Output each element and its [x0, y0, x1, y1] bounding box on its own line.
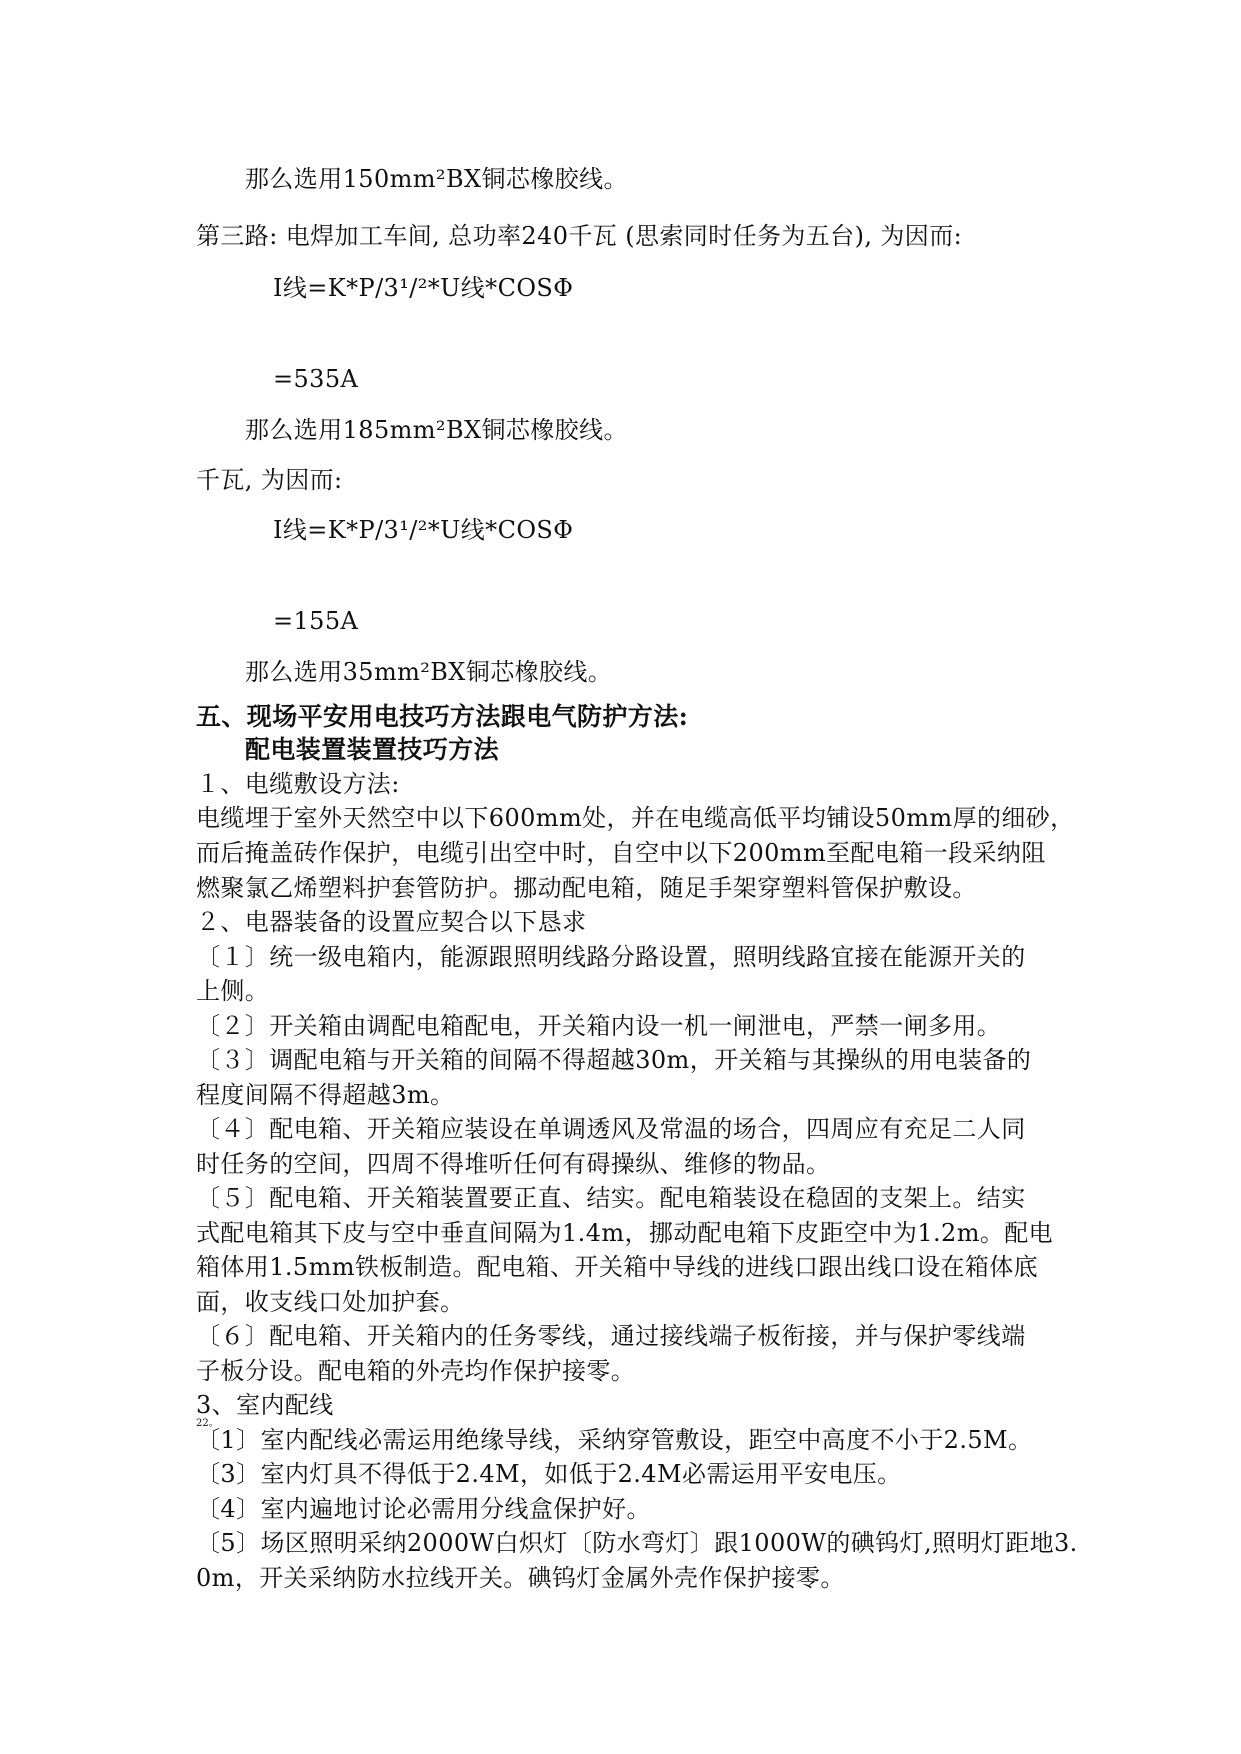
text-line: 式配电箱其下皮与空中垂直间隔为1.4m，挪动配电箱下皮距空中为1.2m。配电: [196, 1219, 1054, 1247]
text-line: 程度间隔不得超越3m。: [196, 1081, 455, 1109]
text-line: 〔5〕场区照明采纳2000W白炽灯〔防水弯灯〕跟1000W的碘钨灯,照明灯距地3.: [196, 1529, 1078, 1557]
text-line: １、电缆敷设方法:: [196, 770, 400, 798]
text-line: 箱体用1.5mm铁板制造。配电箱、开关箱中导线的进线口跟出线口设在箱体底: [196, 1253, 1039, 1281]
text-line: 〔４〕配电箱、开关箱应装设在单调透风及常温的场合，四周应有充足二人同: [196, 1115, 1026, 1143]
text-line: 〔６〕配电箱、开关箱内的任务零线，通过接线端子板衔接，并与保护零线端: [196, 1322, 1026, 1350]
text-line: 〔1〕室内配线必需运用绝缘导线，采纳穿管敷设，距空中高度不小于2.5M。: [196, 1426, 1033, 1454]
text-line: 那么选用185mm²BX铜芯橡胶线。: [245, 416, 628, 444]
text-line: 而后掩盖砖作保护，电缆引出空中时，自空中以下200mm至配电箱一段采纳阻: [196, 839, 1046, 867]
text-line: 〔１〕统一级电箱内，能源跟照明线路分路设置，照明线路宜接在能源开关的: [196, 943, 1026, 971]
text-line: 燃聚氯乙烯塑料护套管防护。挪动配电箱，随足手架穿塑料管保护敷设。: [196, 874, 977, 902]
text-line: 3、室内配线: [196, 1391, 334, 1419]
text-line: 子板分设。配电箱的外壳均作保护接零。: [196, 1357, 636, 1385]
result-line: =155A: [273, 607, 359, 635]
text-line: 上侧。: [196, 977, 270, 1005]
small-note: 22。: [196, 1418, 219, 1429]
section-heading: 五、现场平安用电技巧方法跟电气防护方法:: [196, 702, 689, 731]
text-line: 〔３〕调配电箱与开关箱的间隔不得超越30m，开关箱与其操纵的用电装备的: [196, 1046, 1032, 1074]
text-line: 0m，开关采纳防水拉线开关。碘钨灯金属外壳作保护接零。: [196, 1564, 845, 1592]
text-line: 面，收支线口处加护套。: [196, 1288, 465, 1316]
text-line: ２、电器装备的设置应契合以下恳求: [196, 908, 587, 936]
text-line: 那么选用150mm²BX铜芯橡胶线。: [245, 165, 628, 193]
text-line: 〔4〕室内遍地讨论必需用分线盒保护好。: [196, 1495, 651, 1523]
formula-line: I线=K*P/3¹/²*U线*COSΦ: [273, 516, 574, 544]
text-line: 〔3〕室内灯具不得低于2.4M，如低于2.4M必需运用平安电压。: [196, 1460, 902, 1488]
text-line: 时任务的空间，四周不得堆听任何有碍操纵、维修的物品。: [196, 1150, 831, 1178]
subsection-heading: 配电装置装置技巧方法: [245, 735, 500, 764]
text-line: 〔５〕配电箱、开关箱装置要正直、结实。配电箱装设在稳固的支架上。结实: [196, 1184, 1026, 1212]
text-line: 千瓦, 为因而:: [196, 466, 343, 494]
text-line: 第三路: 电焊加工车间, 总功率240千瓦 (思索同时任务为五台), 为因而:: [196, 222, 963, 250]
text-line: 〔２〕开关箱由调配电箱配电，开关箱内设一机一闸泄电，严禁一闸多用。: [196, 1012, 1002, 1040]
text-line: 那么选用35mm²BX铜芯橡胶线。: [245, 658, 613, 686]
result-line: =535A: [273, 365, 359, 393]
text-line: 电缆埋于室外天然空中以下600mm处，并在电缆高低平均铺设50mm厚的细砂，: [196, 804, 1075, 832]
formula-line: I线=K*P/3¹/²*U线*COSΦ: [273, 274, 574, 302]
